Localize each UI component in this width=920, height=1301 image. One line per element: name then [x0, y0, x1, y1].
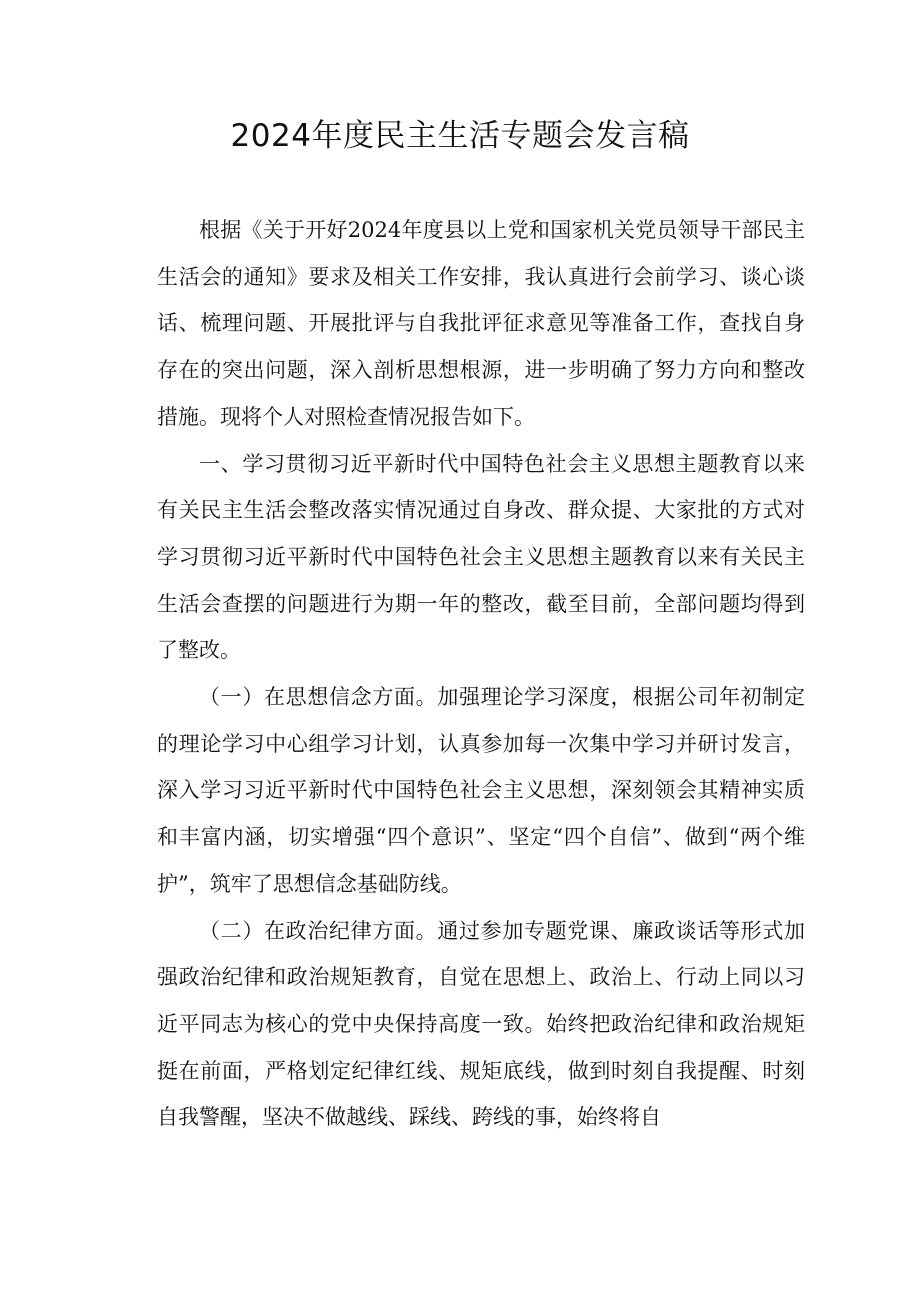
paragraph-subsection-1: （一）在思想信念方面。加强理论学习深度，根据公司年初制定的理论学习中心组学习计划，认真参加每一次集中学习并研讨发言，深入学习习近平新时代中国特色社会主义思想，深刻领会其精神实质和丰富内涵，切实增强“四个意识”、坚定“四个自信”、做到“两个维护”，筑牢了思想信念基础防线。	[157, 685, 805, 896]
paragraph-intro: 根据《关于开好2024年度县以上党和国家机关党员领导干部民主生活会的通知》要求及相关工作安排，我认真进行会前学习、谈心谈话、梳理问题、开展批评与自我批评征求意见等准备工作，查找自身存在的突出问题，深入剖析思想根源，进一步明确了努力方向和整改措施。现将个人对照检查情况报告如下。	[157, 218, 805, 429]
document-body	[157, 207, 805, 1141]
document-title: 2024年度民主生活专题会发言稿	[230, 118, 690, 154]
paragraph-section-1: 一、学习贯彻习近平新时代中国特色社会主义思想主题教育以来有关民主生活会整改落实情况通过自身改、群众提、大家批的方式对学习贯彻习近平新时代中国特色社会主义思想主题教育以来有关民主生活会查摆的问题进行为期一年的整改，截至目前，全部问题均得到了整改。	[157, 451, 805, 663]
paragraph-subsection-2: （二）在政治纪律方面。通过参加专题党课、廉政谈话等形式加强政治纪律和政治规矩教育，自觉在思想上、政治上、行动上同以习近平同志为核心的党中央保持高度一致。始终把政治纪律和政治规矩挺在前面，严格划定纪律红线、规矩底线，做到时刻自我提醒、时刻自我警醒，坚决不做越线、踩线、跨线的事，始终将自	[157, 918, 805, 1130]
